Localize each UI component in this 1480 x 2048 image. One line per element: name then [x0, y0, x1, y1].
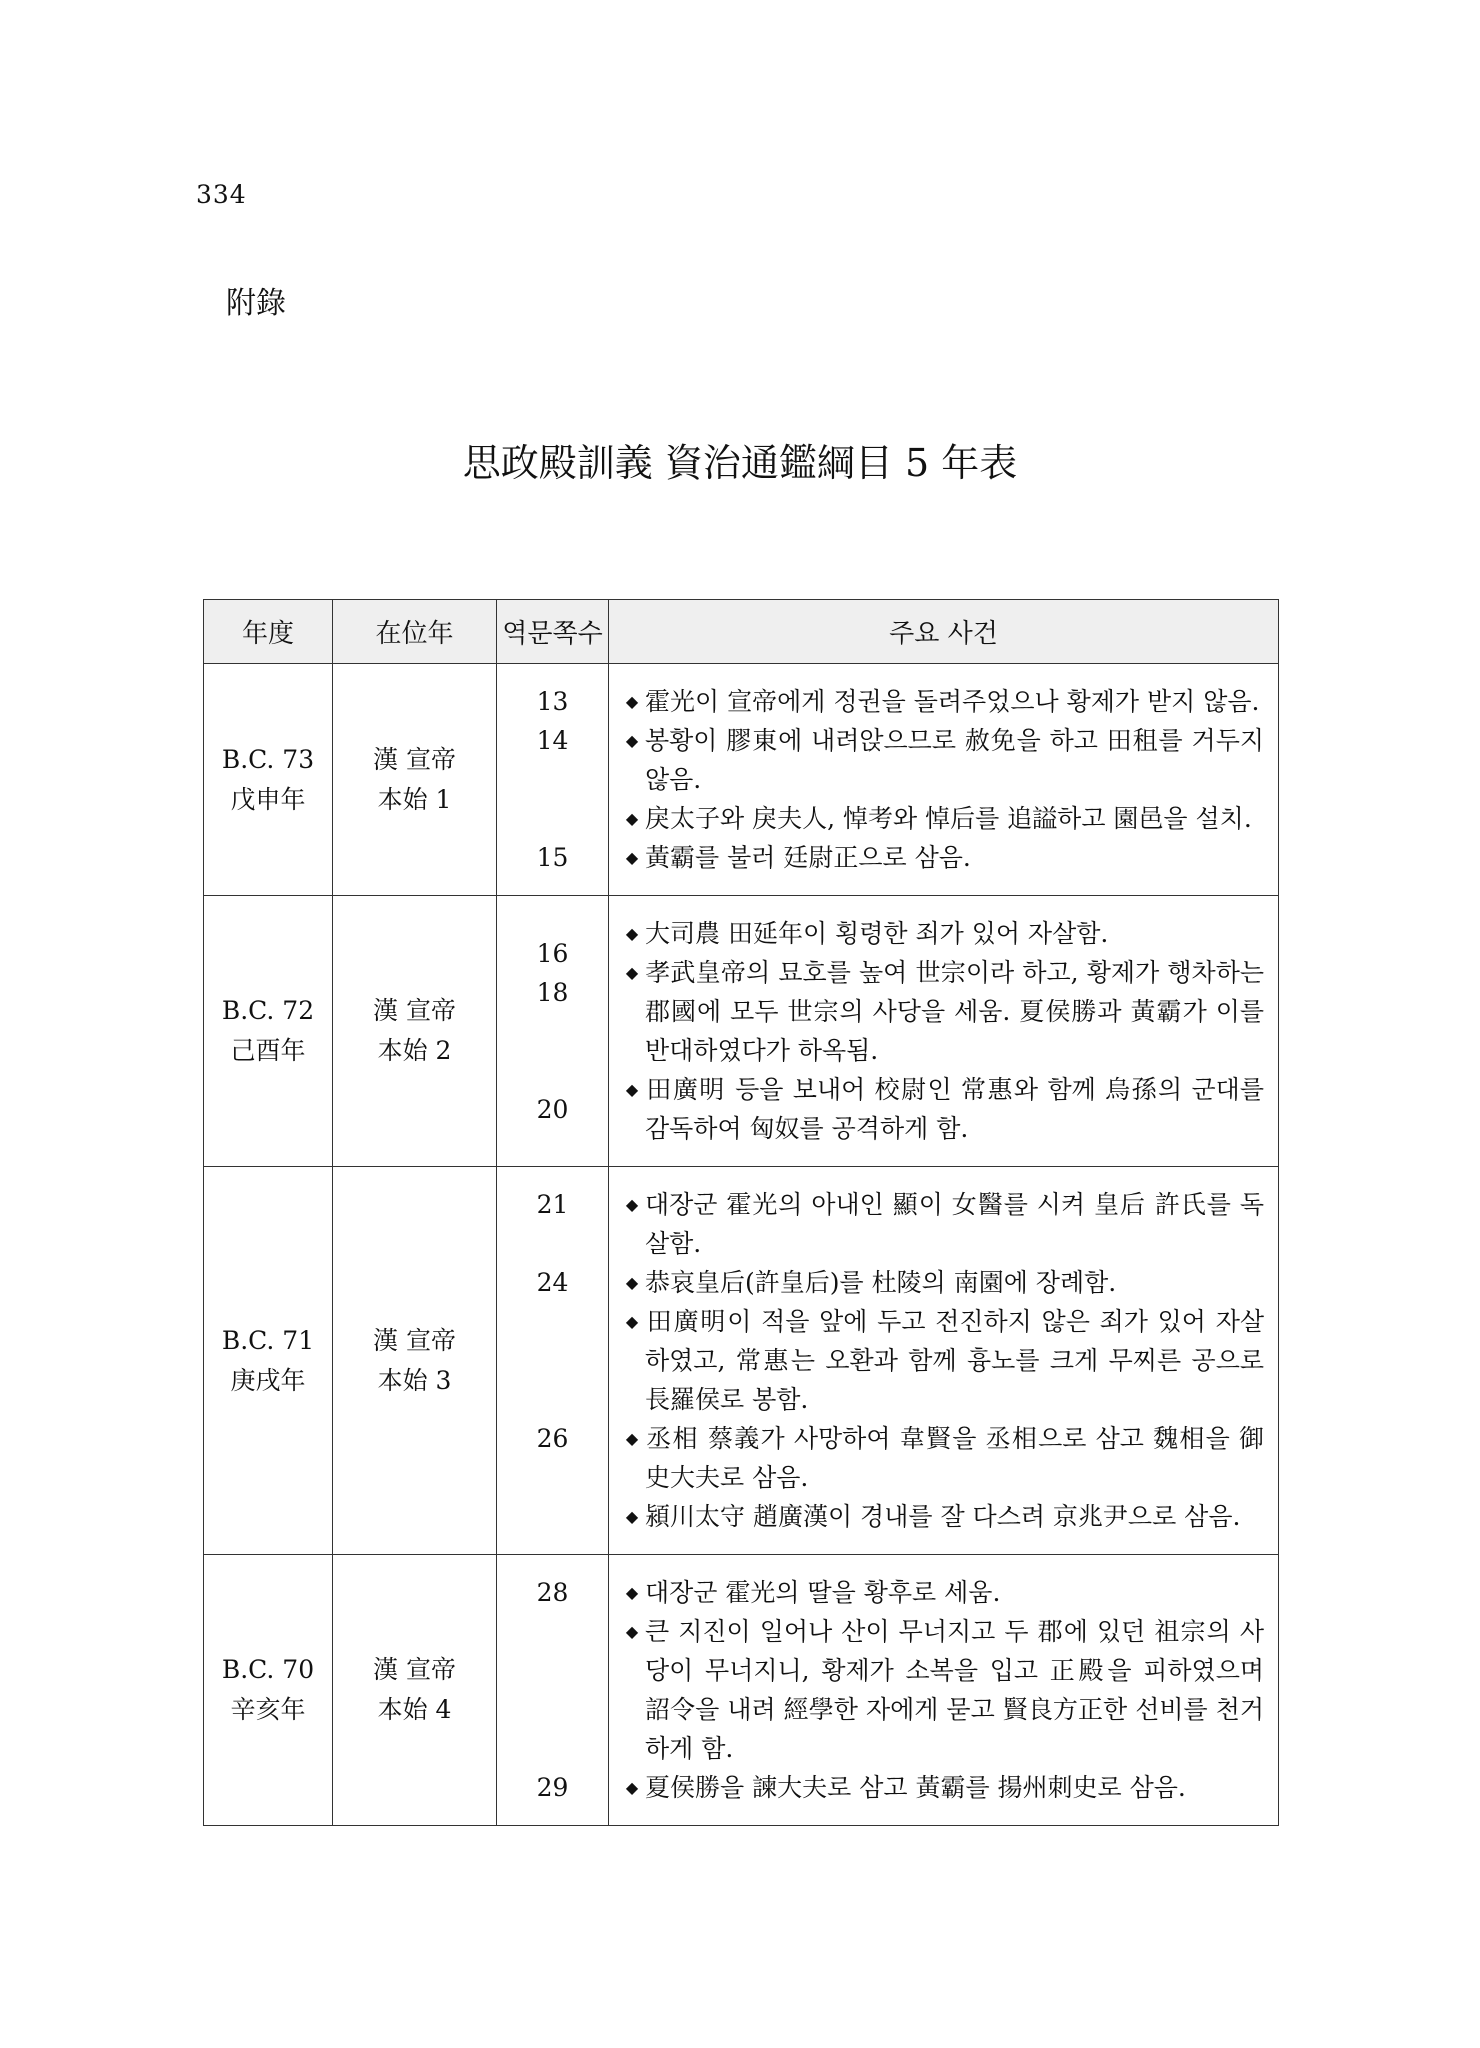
event-text: 霍光이 宣帝에게 정권을 돌려주었으나 황제가 받지 않음.	[645, 687, 1260, 716]
bullet-icon: ◆	[625, 1583, 639, 1602]
document-title: 思政殿訓義 資治通鑑綱目 5 年表	[462, 441, 1018, 485]
events-cell	[609, 1555, 1279, 1826]
year-value: B.C. 71	[221, 1325, 315, 1355]
event-text: 田廣明이 적을 앞에 두고 전진하지 않은 죄가 있어 자살하였고, 常惠는 오환과 함께 흉노를 크게 무찌른 공으로 長羅侯로 봉함.	[645, 1307, 1264, 1414]
emperor-name: 漢 宣帝	[373, 1325, 456, 1355]
reign-cell	[333, 896, 497, 1167]
event-item	[619, 1768, 1264, 1807]
reign-year: 本始 2	[377, 1036, 452, 1065]
event-text: 黃霸를 불러 廷尉正으로 삼음.	[645, 843, 971, 872]
page-number-ref	[498, 1612, 607, 1651]
page-number-ref: 20	[536, 1094, 569, 1124]
page-number-ref	[498, 1497, 607, 1536]
table-row	[204, 1167, 1279, 1555]
header-events: 주요 사건	[609, 600, 1279, 664]
page-number-ref: 26	[536, 1424, 569, 1453]
event-text: 恭哀皇后(許皇后)를 杜陵의 南園에 장례함.	[645, 1268, 1117, 1297]
events-cell	[609, 896, 1279, 1167]
event-text: 戾太子와 戾夫人, 悼考와 悼后를 追謚하고 園邑을 설치.	[645, 804, 1252, 833]
event-text: 대장군 霍光의 딸을 황후로 세움.	[645, 1578, 1001, 1607]
reign-year: 本始 3	[377, 1365, 452, 1395]
page-number-ref: 21	[536, 1190, 569, 1219]
ganzhi-year: 庚戌年	[230, 1365, 306, 1395]
year-value: B.C. 73	[221, 744, 315, 774]
bullet-icon: ◆	[625, 1778, 639, 1797]
reign-year: 本始 4	[377, 1695, 452, 1724]
page-number: 334	[196, 180, 247, 209]
page-number-ref	[498, 1690, 607, 1729]
table-row	[204, 896, 1279, 1167]
page-numbers-cell	[497, 1555, 609, 1826]
event-item	[619, 1185, 1264, 1263]
bullet-icon: ◆	[625, 1622, 639, 1641]
page-number-ref: 24	[536, 1268, 569, 1297]
page-number-ref: 13	[536, 687, 569, 716]
header-year: 年度	[204, 600, 333, 664]
page-number-ref: 28	[536, 1578, 569, 1607]
reign-year: 本始 1	[377, 784, 452, 814]
event-item	[619, 1263, 1264, 1302]
page-numbers-cell	[497, 896, 609, 1167]
event-item	[619, 721, 1264, 799]
event-text: 大司農 田延年이 횡령한 죄가 있어 자살함.	[645, 919, 1109, 948]
reign-cell	[333, 1167, 497, 1555]
emperor-name: 漢 宣帝	[373, 996, 456, 1025]
ganzhi-year: 辛亥年	[230, 1695, 306, 1724]
table-header-row	[204, 600, 1279, 664]
event-item	[619, 1573, 1264, 1612]
event-text: 田廣明 등을 보내어 校尉인 常惠와 함께 烏孫의 군대를 감독하여 匈奴를 공격하게 함.	[645, 1075, 1264, 1143]
bullet-icon: ◆	[625, 1195, 639, 1214]
chronology-table	[203, 599, 1279, 1826]
event-item	[619, 914, 1264, 953]
year-value: B.C. 70	[221, 1655, 315, 1684]
page-number-ref	[498, 1224, 607, 1263]
year-cell	[204, 896, 333, 1167]
year-value: B.C. 72	[221, 996, 315, 1025]
emperor-name: 漢 宣帝	[373, 1655, 456, 1684]
event-item	[619, 682, 1264, 721]
event-text: 대장군 霍光의 아내인 顯이 女醫를 시켜 皇后 許氏를 독살함.	[645, 1190, 1264, 1258]
bullet-icon: ◆	[625, 731, 639, 750]
page-number-ref	[498, 1380, 607, 1419]
reign-cell	[333, 1555, 497, 1826]
bullet-icon: ◆	[625, 1429, 639, 1448]
page-number-ref	[498, 1302, 607, 1341]
page-number-ref: 16	[536, 938, 569, 968]
bullet-icon: ◆	[625, 1312, 639, 1331]
event-item	[619, 1612, 1264, 1768]
event-item	[619, 1419, 1264, 1497]
bullet-icon: ◆	[625, 1273, 639, 1292]
events-cell	[609, 664, 1279, 896]
event-item	[619, 953, 1264, 1070]
year-cell	[204, 664, 333, 896]
page-numbers-cell	[497, 1167, 609, 1555]
page-number-ref	[498, 1012, 607, 1051]
event-item	[619, 1497, 1264, 1536]
table-row	[204, 1555, 1279, 1826]
event-text: 潁川太守 趙廣漢이 경내를 잘 다스려 京兆尹으로 삼음.	[645, 1502, 1241, 1531]
reign-cell	[333, 664, 497, 896]
event-text: 孝武皇帝의 묘호를 높여 世宗이라 하고, 황제가 행차하는 郡國에 모두 世宗의 사당을 세움. 夏侯勝과 黃霸가 이를 반대하였다가 하옥됨.	[645, 958, 1264, 1065]
event-item	[619, 838, 1264, 877]
bullet-icon: ◆	[625, 1507, 639, 1526]
page-numbers-cell	[497, 664, 609, 896]
event-text: 봉황이 膠東에 내려앉으므로 赦免을 하고 田租를 거두지 않음.	[645, 726, 1264, 794]
page-number-ref	[498, 799, 607, 838]
ganzhi-year: 己酉年	[230, 1036, 306, 1065]
header-pages: 역문쪽수	[497, 600, 609, 664]
bullet-icon: ◆	[625, 1080, 639, 1099]
page-number-ref	[498, 1729, 607, 1768]
bullet-icon: ◆	[625, 809, 639, 828]
events-cell	[609, 1167, 1279, 1555]
page-number-ref	[498, 1651, 607, 1690]
header-reign: 在位年	[333, 600, 497, 664]
bullet-icon: ◆	[625, 692, 639, 711]
ganzhi-year: 戊申年	[230, 784, 306, 814]
page-number-ref: 14	[536, 726, 569, 755]
event-text: 夏侯勝을 諫大夫로 삼고 黃霸를 揚州刺史로 삼음.	[645, 1773, 1186, 1802]
year-cell	[204, 1167, 333, 1555]
event-text: 큰 지진이 일어나 산이 무너지고 두 郡에 있던 祖宗의 사당이 무너지니, 황제가 소복을 입고 正殿을 피하였으며 詔令을 내려 經學한 자에게 묻고 賢良方正한 선비를 천거하게 함.	[645, 1617, 1264, 1763]
page-number-ref: 15	[536, 843, 569, 872]
page-number-ref: 18	[536, 977, 569, 1007]
page-number-ref	[498, 1051, 607, 1090]
bullet-icon: ◆	[625, 924, 639, 943]
event-text: 丞相 蔡義가 사망하여 韋賢을 丞相으로 삼고 魏相을 御史大夫로 삼음.	[645, 1424, 1264, 1492]
bullet-icon: ◆	[625, 848, 639, 867]
page-number-ref	[498, 1458, 607, 1497]
event-item	[619, 1070, 1264, 1148]
bullet-icon: ◆	[625, 963, 639, 982]
event-item	[619, 1302, 1264, 1419]
page-number-ref	[498, 1341, 607, 1380]
emperor-name: 漢 宣帝	[373, 744, 456, 774]
page-number-ref: 29	[536, 1773, 569, 1802]
section-label: 附錄	[226, 286, 286, 321]
page-number-ref	[498, 760, 607, 799]
table-row	[204, 664, 1279, 896]
event-item	[619, 799, 1264, 838]
year-cell	[204, 1555, 333, 1826]
